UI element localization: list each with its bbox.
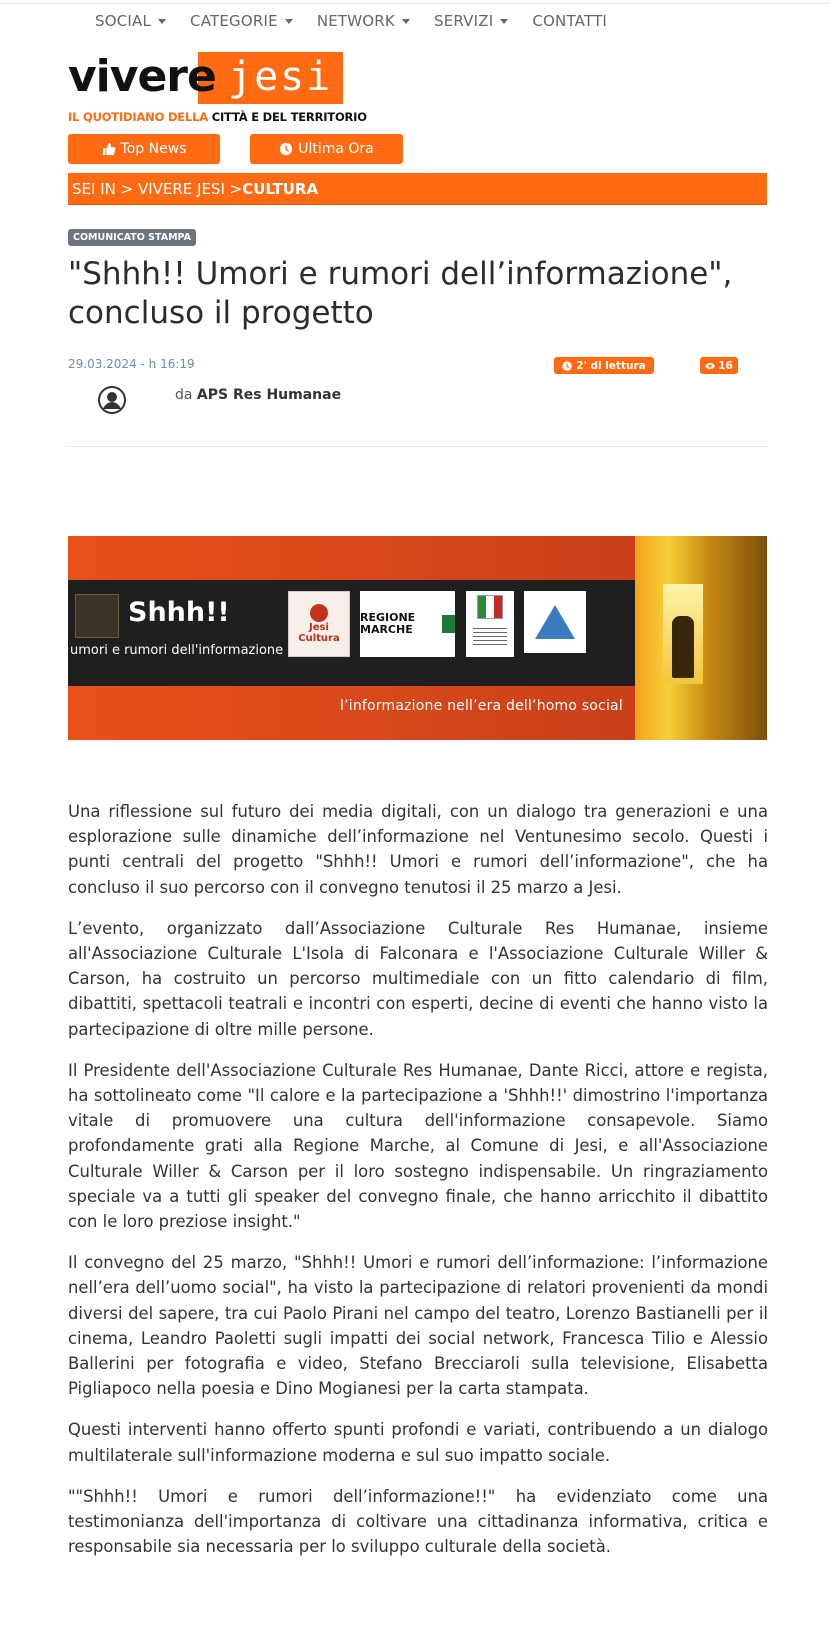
breadcrumb: [68, 173, 767, 205]
article-date: 29.03.2024 - h 16:19: [68, 357, 195, 371]
article-title: "Shhh!! Umori e rumori dell’informazione", concluso il progetto: [68, 256, 733, 331]
nav-label: CATEGORIE: [190, 12, 278, 30]
regione-marche-emblem-icon: [442, 615, 455, 633]
views-count: 16: [718, 359, 733, 372]
article-paragraph: Una riflessione sul futuro dei media digitali, con un dialogo tra generazioni e una esplorazione sulle dinamiche dell’informazione nel Ventunesimo secolo. Questi i punti centrali del progetto "Shhh!! Umori e rumori dell’informazione", che ha concluso il suo percorso con il convegno tenutosi il 25 marzo a Jesi.: [68, 802, 768, 897]
author-avatar-icon: [98, 386, 126, 414]
nav-label: SOCIAL: [95, 12, 152, 30]
logo-vivere-text: vivere: [68, 51, 216, 102]
banner-title: Shhh!!: [128, 597, 230, 628]
fita-logo: [466, 591, 514, 657]
logo-tagline: [68, 110, 367, 124]
article-paragraph: Il convegno del 25 marzo, "Shhh!! Umori e rumori dell’informazione: l’informazione nell’era dell’uomo social", ha visto la partecipazione di relatori provenienti da mondi diversi del sapere, tra cui Paolo Pirani nel campo del teatro, Lorenzo Bastianelli per il cinema, Leandro Paoletti sugli impatti dei social network, Francesca Tilio e Alessio Ballerini per fotografia e video, Stefano Brecciaroli sulla televisione, Elisabetta Pigliapoco nella poesia e Dino Mogianesi per la carta stampata.: [68, 1253, 768, 1399]
thumbs-up-icon: [102, 142, 116, 156]
association-logo: [524, 591, 586, 653]
ultima-ora-button[interactable]: [250, 134, 403, 164]
breadcrumb-current[interactable]: CULTURA: [242, 179, 319, 198]
main-nav: [95, 12, 631, 30]
breadcrumb-path[interactable]: SEI IN > VIVERE JESI >: [72, 179, 243, 198]
article-banner-image: [68, 536, 767, 740]
article-paragraph: Questi interventi hanno offerto spunti profondi e variati, contribuendo a un dialogo multilaterale sull'informazione moderna e sul suo impatto sociale.: [68, 1420, 768, 1465]
top-news-label: Top News: [120, 141, 187, 157]
ultima-ora-label: Ultima Ora: [298, 141, 374, 157]
caret-down-icon: [285, 19, 293, 24]
author-line: [175, 387, 341, 403]
caret-down-icon: [158, 19, 166, 24]
reading-time-badge: [554, 357, 654, 374]
pyramid-logo-icon: [75, 594, 119, 638]
eye-icon: [705, 361, 715, 371]
jesi-cultura-logo: [288, 591, 350, 657]
author-prefix: da: [175, 387, 193, 403]
triangle-emblem-icon: [535, 605, 575, 639]
nav-label: CONTATTI: [532, 12, 608, 30]
tagline-part-b: CITTÀ E DEL TERRITORIO: [211, 110, 367, 124]
regione-marche-text: REGIONE MARCHE: [360, 611, 416, 636]
site-logo[interactable]: [68, 51, 367, 127]
jesi-cultura-text: Jesi Cultura: [298, 622, 340, 644]
article-paragraph: L’evento, organizzato dall’Associazione Culturale Res Humanae, insieme all'Associazione Culturale L'Isola di Falconara e l'Associazione Culturale Willer & Carson, ha costruito un percorso multimediale con un fitto calendario di film, dibattiti, spettacoli teatrali e incontri con esperti, decine di eventi che hanno visto la partecipazione di oltre mille persone.: [68, 918, 768, 1039]
nav-label: NETWORK: [316, 12, 395, 30]
fita-text-lines: [473, 625, 507, 645]
clock-icon: [562, 361, 572, 371]
nav-item-categorie[interactable]: [190, 12, 293, 30]
views-badge: [700, 357, 738, 374]
jesi-crest-icon: [310, 604, 328, 622]
regione-marche-logo: [360, 591, 455, 657]
reading-time-text: 2' di lettura: [576, 359, 646, 372]
banner-subtitle: umori e rumori dell'informazione: [70, 643, 284, 658]
italian-flag-icon: [477, 595, 503, 619]
article-paragraph: Il Presidente dell'Associazione Culturale Res Humanae, Dante Ricci, attore e regista, ha sottolineato come "Il calore e la partecipazione a 'Shhh!!' dimostrino l'importanza vitale di promuovere una cultura dell'informazione consapevole. Siamo profondamente grati alla Regione Marche, al Comune di Jesi, e all'Associazione Culturale Willer & Carson per il loro sostegno indispensabile. Un ringraziamento speciale va a tutti gli speaker del convegno finale, che hanno arricchito il dibattito con le loro preziose insight.": [68, 1060, 768, 1232]
article-paragraph: ""Shhh!! Umori e rumori dell’informazione!!" ha evidenziato come una testimonianza dell'importanza di coltivare una cittadinanza informativa, critica e responsabile sia necessaria per lo sviluppo culturale della società.: [68, 1486, 768, 1557]
header-divider: [68, 446, 767, 447]
category-badge: COMUNICATO STAMPA: [68, 229, 196, 246]
nav-item-social[interactable]: [95, 12, 166, 30]
tagline-part-a: IL QUOTIDIANO DELLA: [68, 110, 208, 124]
banner-tagline: l’informazione nell’era dell’homo social: [340, 698, 623, 714]
person-silhouette-icon: [672, 616, 694, 678]
caret-down-icon: [402, 19, 410, 24]
nav-item-network[interactable]: [317, 12, 410, 30]
clock-icon: [279, 142, 293, 156]
caret-down-icon: [500, 19, 508, 24]
nav-label: SERVIZI: [433, 12, 494, 30]
logo-jesi-text: jesi: [228, 54, 333, 100]
top-border: [0, 3, 830, 4]
top-news-button[interactable]: [68, 134, 220, 164]
author-name[interactable]: APS Res Humanae: [196, 387, 342, 403]
nav-item-contatti[interactable]: [532, 12, 607, 30]
article-body: [68, 799, 768, 1575]
nav-item-servizi[interactable]: [434, 12, 508, 30]
